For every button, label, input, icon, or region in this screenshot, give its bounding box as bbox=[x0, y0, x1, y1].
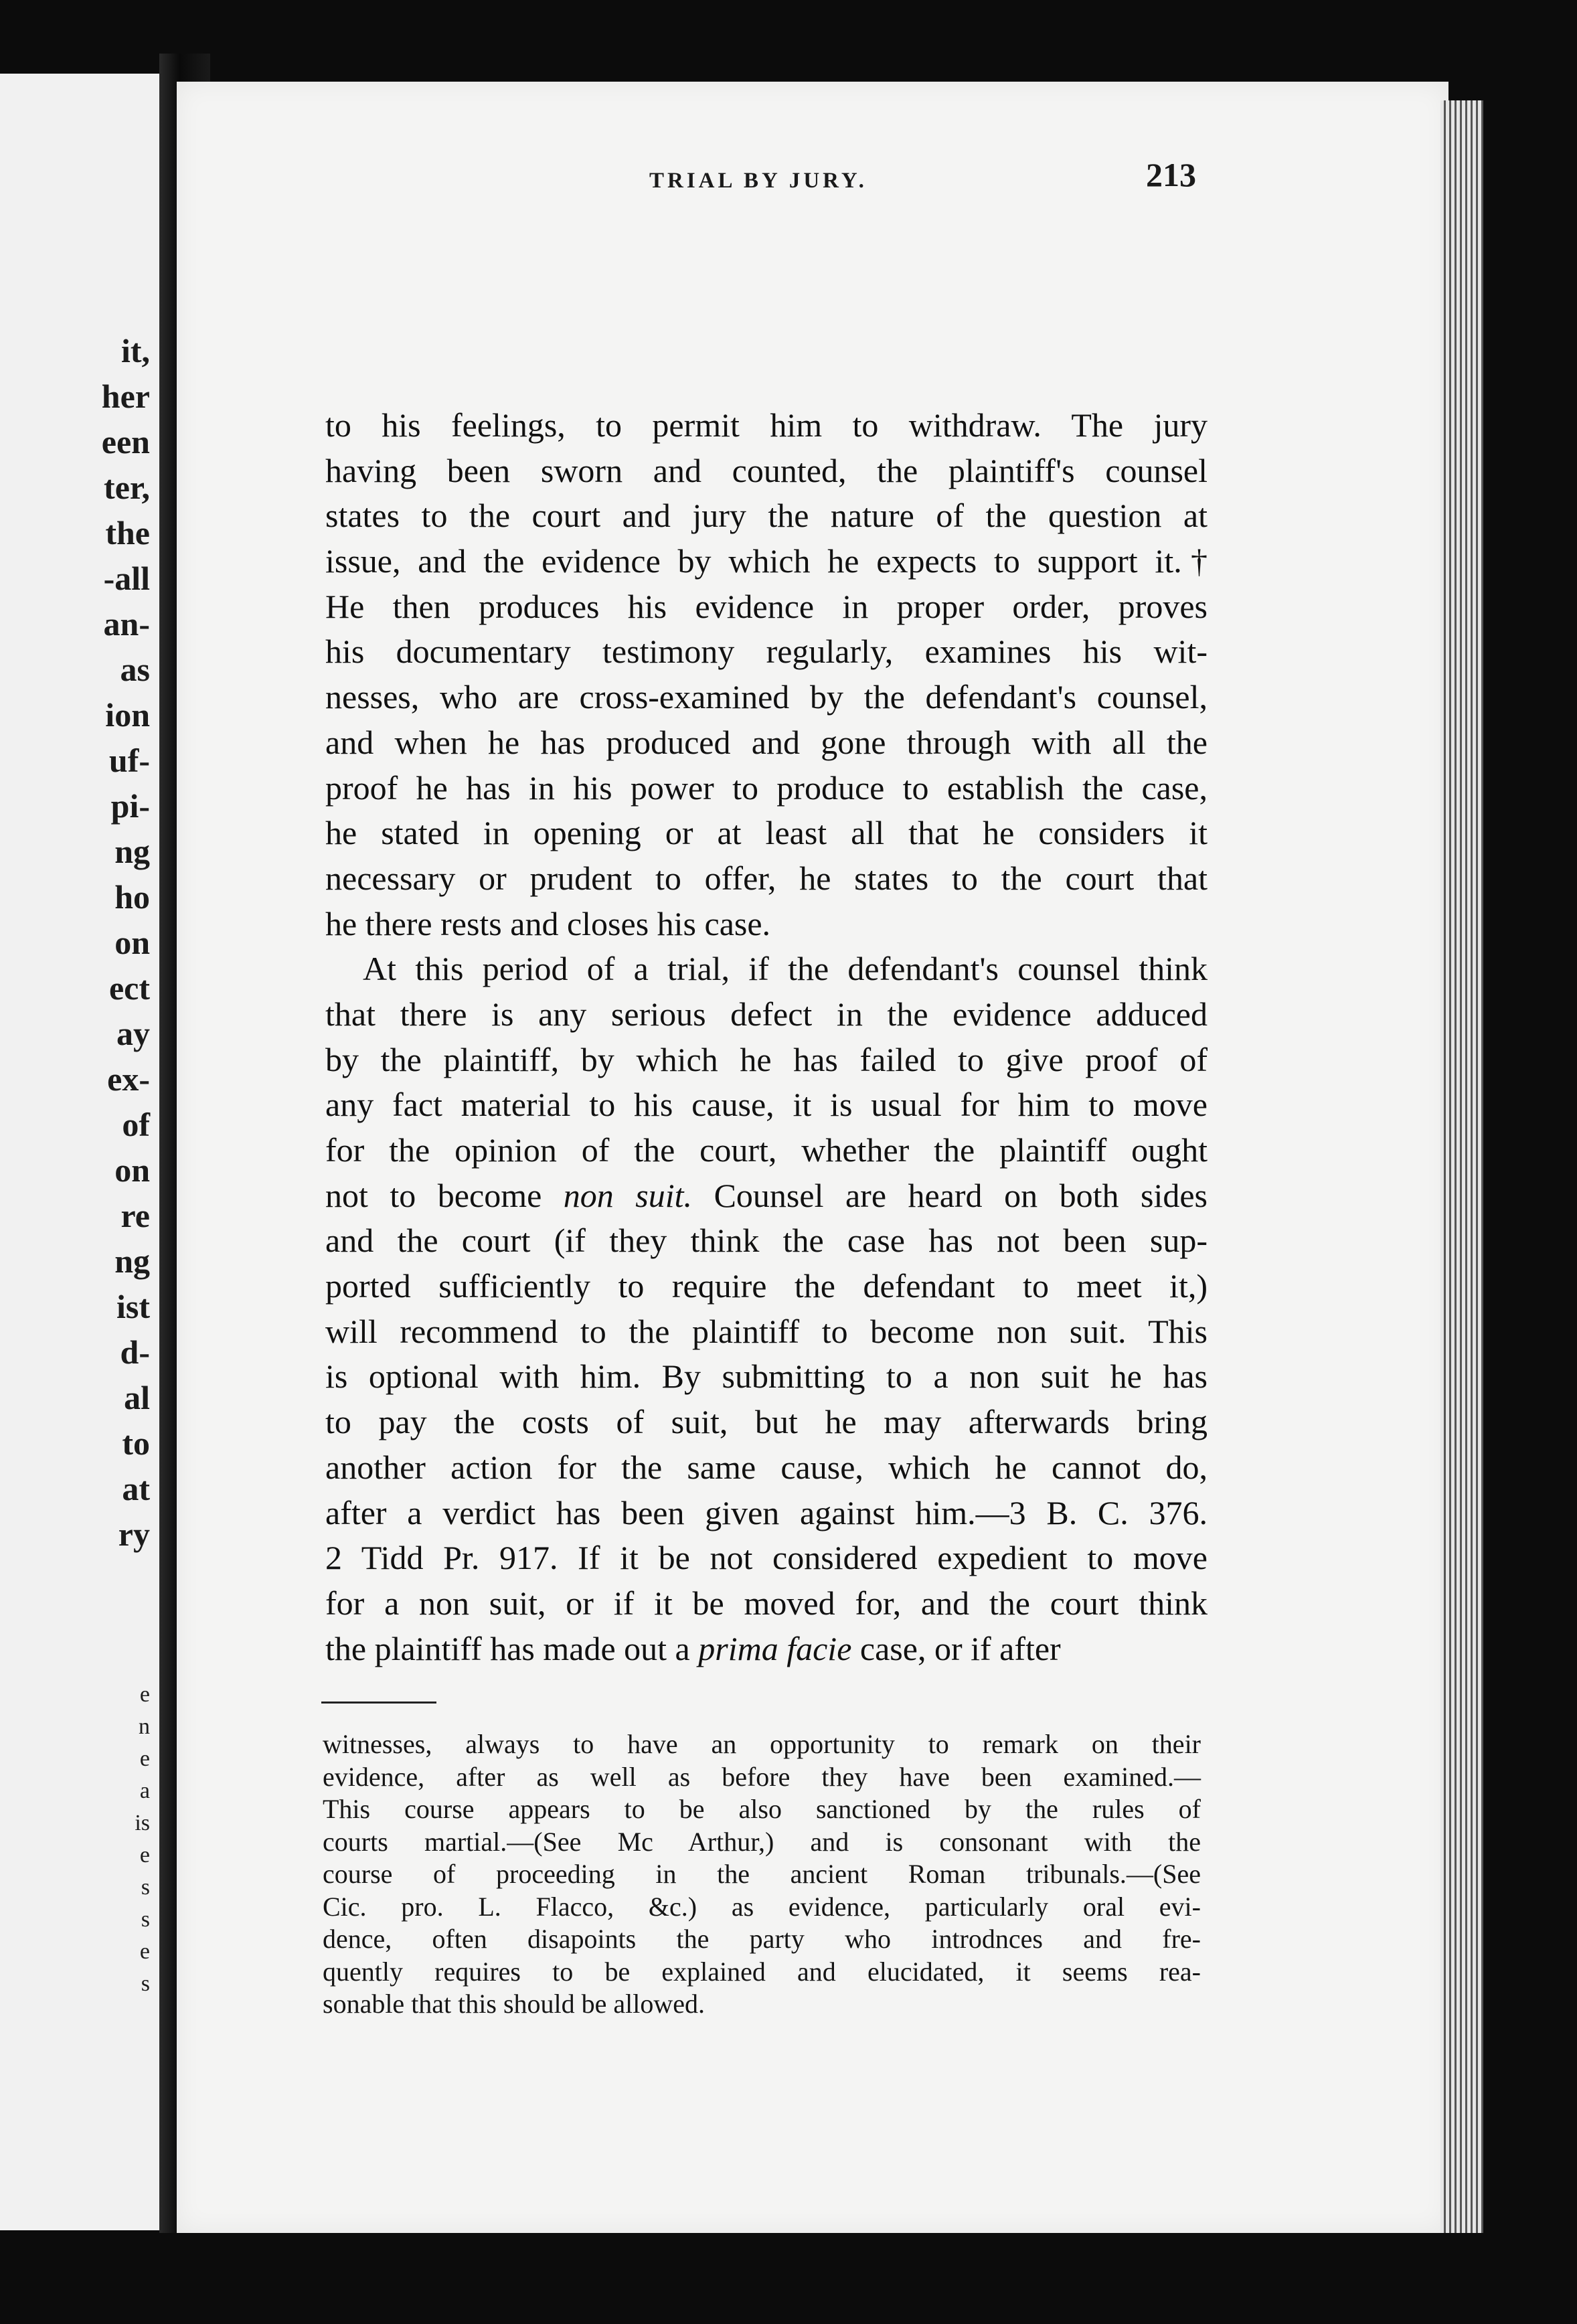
facing-page-line: ng bbox=[114, 1242, 150, 1280]
facing-page-line: on bbox=[114, 924, 150, 961]
footnote-line: quently requires to be explained and elucidated, it seems rea- bbox=[323, 1956, 1201, 1987]
body-line: issue, and the evidence by which he expects to support it.† bbox=[325, 542, 1208, 580]
facing-page-line: as bbox=[120, 651, 150, 688]
facing-page-note-line: s bbox=[141, 1875, 150, 1900]
body-line: for a non suit, or if it be moved for, and the court think bbox=[325, 1584, 1208, 1622]
facing-page-line: an- bbox=[103, 605, 150, 643]
body-line: by the plaintiff, by which he has failed to give proof of bbox=[325, 1040, 1208, 1078]
facing-page-line: d- bbox=[120, 1333, 150, 1371]
body-line: for the opinion of the court, whether the plaintiff ought bbox=[325, 1131, 1208, 1169]
facing-page-line: al bbox=[124, 1379, 150, 1416]
body-line: nesses, who are cross-examined by the defendant's counsel, bbox=[325, 678, 1208, 716]
facing-page-line: re bbox=[120, 1197, 150, 1234]
body-line: and the court (if they think the case has not been sup- bbox=[325, 1222, 1208, 1260]
body-line: will recommend to the plaintiff to become non suit. This bbox=[325, 1312, 1208, 1350]
facing-page-note-line: e bbox=[139, 1939, 150, 1964]
body-line: that there is any serious defect in the evidence adduced bbox=[325, 995, 1208, 1033]
body-line: and when he has produced and gone through with all the bbox=[325, 723, 1208, 761]
footnote bbox=[323, 1728, 1201, 2021]
body-line: another action for the same cause, which he cannot do, bbox=[325, 1448, 1208, 1486]
body-line: any fact material to his cause, it is usual for him to move bbox=[325, 1086, 1208, 1124]
facing-page-line: the bbox=[105, 514, 150, 552]
body-line: to his feelings, to permit him to withdraw. The jury bbox=[325, 406, 1208, 444]
footnote-line: witnesses, always to have an opportunity to remark on their bbox=[323, 1729, 1201, 1759]
footnote-line: This course appears to be also sanctioned by the rules of bbox=[323, 1794, 1201, 1824]
facing-page-line: ry bbox=[118, 1515, 150, 1553]
body-line: to pay the costs of suit, but he may afterwards bring bbox=[325, 1403, 1208, 1441]
facing-page-line: it, bbox=[120, 332, 150, 369]
footnote-line: dence, often disapoints the party who introdnces and fre- bbox=[323, 1924, 1201, 1954]
body-line: is optional with him. By submitting to a non suit he has bbox=[325, 1357, 1208, 1396]
footnote-line: sonable that this should be allowed. bbox=[323, 1989, 706, 2019]
body-line: he there rests and closes his case. bbox=[325, 904, 771, 942]
page-number: 213 bbox=[1146, 156, 1196, 193]
body-text bbox=[325, 403, 1208, 1671]
facing-page-line: ion bbox=[105, 696, 150, 734]
body-line: having been sworn and counted, the plaintiff's counsel bbox=[325, 451, 1208, 489]
facing-page-note-line: a bbox=[139, 1778, 150, 1803]
facing-page-note-line: e bbox=[139, 1843, 150, 1868]
page-edges bbox=[1440, 100, 1483, 2276]
book-page bbox=[177, 82, 1448, 2233]
facing-page-footnote-endings bbox=[135, 1679, 150, 2000]
body-line: he stated in opening or at least all that he considers it bbox=[325, 814, 1208, 852]
body-line: necessary or prudent to offer, he states to the court that bbox=[325, 859, 1208, 897]
facing-page-line: ect bbox=[108, 969, 150, 1007]
body-line: proof he has in his power to produce to establish the case, bbox=[325, 768, 1208, 807]
facing-page-line: ex- bbox=[107, 1060, 150, 1098]
facing-page-line: at bbox=[122, 1470, 150, 1507]
footnote-line: evidence, after as well as before they have been examined.— bbox=[323, 1761, 1201, 1792]
facing-page-line: ho bbox=[114, 878, 150, 916]
body-line: 2 Tidd Pr. 917. If it be not considered expedient to move bbox=[325, 1539, 1208, 1577]
facing-page-line: to bbox=[122, 1424, 150, 1462]
running-title: TRIAL BY JURY. bbox=[649, 169, 867, 193]
body-line: after a verdict has been given against him.—3 B. C. 376. bbox=[325, 1493, 1208, 1531]
facing-page-note-line: s bbox=[141, 1971, 150, 1996]
facing-page-note-line: is bbox=[135, 1811, 150, 1835]
facing-page-line: ng bbox=[114, 833, 150, 870]
facing-page-line: een bbox=[101, 423, 150, 461]
footnote-line: courts martial.—(See Mc Arthur,) and is consonant with the bbox=[323, 1826, 1201, 1857]
facing-page-note-line: s bbox=[141, 1907, 150, 1932]
body-line: states to the court and jury the nature of the question at bbox=[325, 497, 1208, 535]
facing-page-note-line: e bbox=[139, 1746, 150, 1771]
facing-page-line: on bbox=[114, 1151, 150, 1189]
footnote-rule bbox=[321, 1702, 436, 1704]
body-line: his documentary testimony regularly, examines his wit- bbox=[325, 633, 1208, 671]
facing-page-line: ter, bbox=[104, 469, 150, 506]
footnote-line: course of proceeding in the ancient Roman tribunals.—(See bbox=[323, 1859, 1201, 1889]
facing-page-line: ist bbox=[116, 1288, 150, 1325]
facing-page bbox=[0, 74, 159, 2230]
body-line: He then produces his evidence in proper order, proves bbox=[325, 587, 1208, 625]
footnote-line: Cic. pro. L. Flacco, &c.) as evidence, particularly oral evi- bbox=[323, 1891, 1201, 1922]
facing-page-line: -all bbox=[103, 560, 150, 597]
body-line: ported sufficiently to require the defendant to meet it,) bbox=[325, 1267, 1208, 1305]
facing-page-line: ay bbox=[116, 1015, 150, 1052]
facing-page-line: of bbox=[122, 1106, 150, 1143]
body-line: the plaintiff has made out a prima facie case, or if after bbox=[325, 1629, 1061, 1667]
body-line: not to become non suit. Counsel are heard on both sides bbox=[325, 1176, 1208, 1214]
body-line: At this period of a trial, if the defendant's counsel think bbox=[363, 950, 1208, 988]
facing-page-line: uf- bbox=[108, 742, 150, 779]
facing-page-note-line: e bbox=[139, 1682, 150, 1707]
facing-page-line: her bbox=[101, 378, 150, 415]
facing-page-line-endings bbox=[102, 328, 150, 1557]
facing-page-line: pi- bbox=[110, 787, 150, 825]
facing-page-note-line: n bbox=[139, 1714, 150, 1739]
scan-background bbox=[159, 2233, 1498, 2324]
